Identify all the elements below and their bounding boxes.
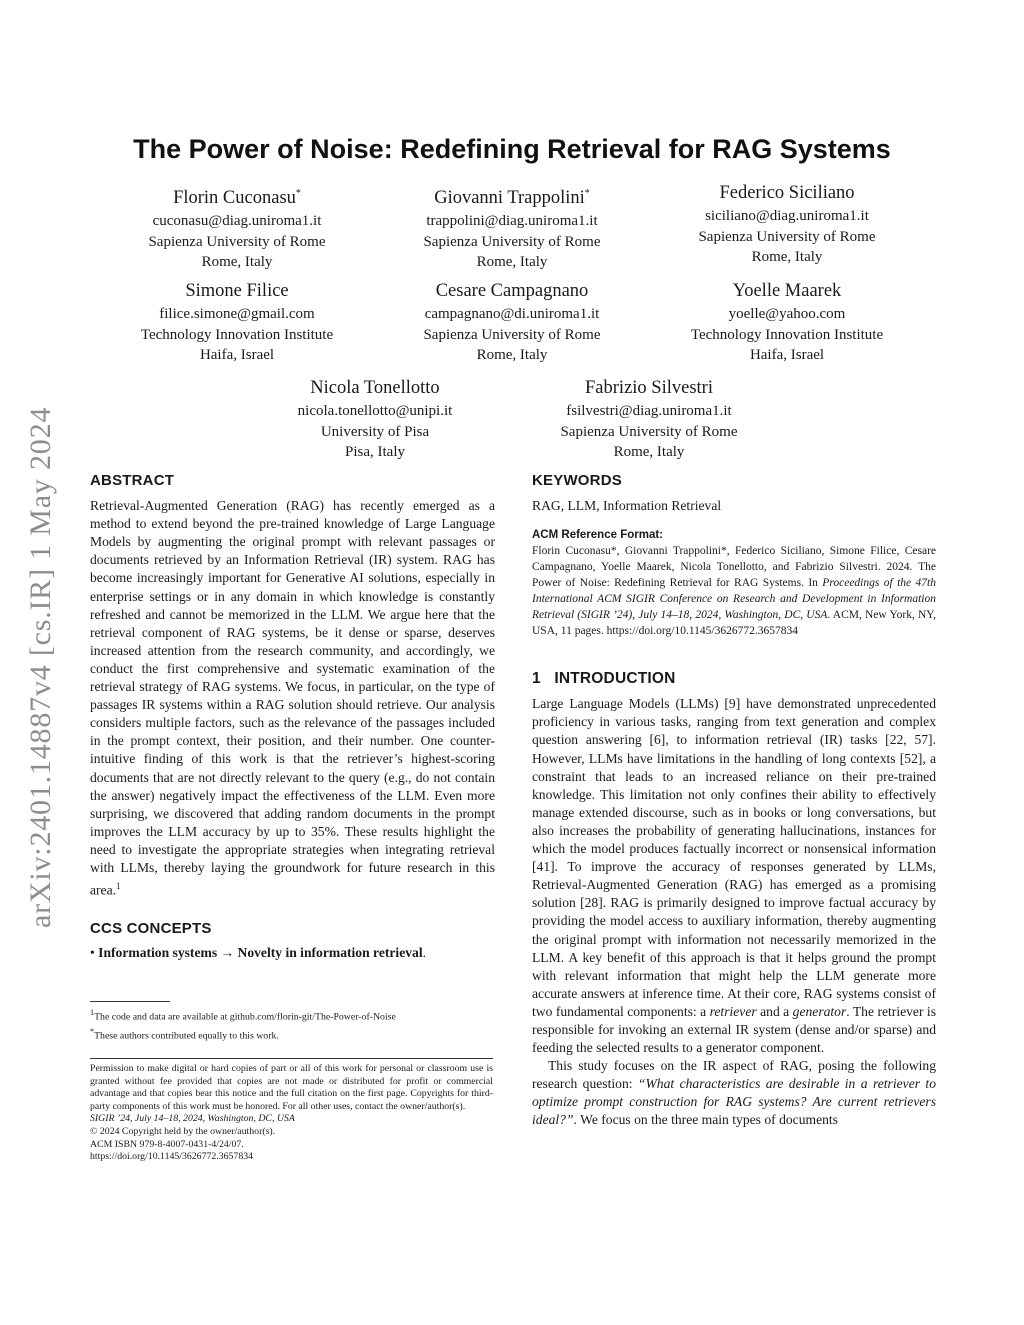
author-location: Pisa, Italy — [345, 444, 405, 460]
author-location: Rome, Italy — [751, 249, 823, 265]
acm-ref-text: Florin Cuconasu*, Giovanni Trappolini*, Federico Siciliano, Simone Filice, Cesare Campagnano, Yoelle Maarek, Nicola Tonellotto, and Fabrizio Silvestri. 2024. The Power of Noise: Redefining Retrieval for RAG Systems. In Proceedings of the 47th International ACM SIGIR Conference on Research and Development in Information Retrieval (SIGIR ’24), July 14–18, 2024, Washington, DC, USA. ACM, New York, NY, USA, 11 pages. https://doi.org/10.1145/3626772.3657834 — [532, 545, 936, 638]
author-name: Nicola Tonellotto — [310, 378, 440, 398]
arxiv-stamp: arXiv:2401.14887v4 [cs.IR] 1 May 2024 — [24, 406, 57, 928]
author-affiliation: Sapienza University of Rome — [423, 326, 601, 343]
author-location: Haifa, Israel — [749, 347, 825, 363]
author-affiliation: Sapienza University of Rome — [560, 423, 738, 440]
author-email[interactable]: trappolini@diag.uniroma1.it — [426, 213, 598, 230]
ccs-heading: CCS CONCEPTS — [90, 919, 212, 937]
acm-ref-heading: ACM Reference Format: — [532, 529, 663, 542]
author-affiliation: Technology Innovation Institute — [690, 326, 884, 343]
author-affiliation: Technology Innovation Institute — [140, 326, 334, 343]
author-location: Rome, Italy — [613, 444, 685, 460]
author-email[interactable]: filice.simone@gmail.com — [159, 306, 315, 322]
author-block — [107, 182, 367, 273]
footnote-item: *These authors contributed equally to this work. — [90, 1026, 279, 1042]
intro-heading: 1 INTRODUCTION — [532, 670, 676, 688]
author-email[interactable]: yoelle@yahoo.com — [728, 306, 846, 322]
left-column — [90, 472, 495, 962]
keywords-text: RAG, LLM, Information Retrieval — [532, 498, 722, 514]
author-block — [657, 280, 917, 366]
author-block — [382, 280, 642, 366]
venue: SIGIR ’24, July 14–18, 2024, Washington, DC, USA — [90, 1113, 295, 1125]
footnotes — [90, 1007, 495, 1043]
author-affiliation: Sapienza University of Rome — [423, 233, 601, 250]
author-name: Giovanni Trappolini* — [434, 188, 590, 209]
author-email[interactable]: nicola.tonellotto@unipi.it — [297, 403, 453, 419]
author-location: Rome, Italy — [201, 254, 273, 271]
intro-paragraph-2: This study focuses on the IR aspect of RAG, posing the following research question: “What characteristics are desirable in a retriever to optimize prompt construction for RAG systems? Are current retrievers ideal?”. We focus on the three main types of documents — [532, 1058, 936, 1128]
author-block — [245, 377, 505, 463]
copyright: © 2024 Copyright held by the owner/author(s). — [90, 1125, 276, 1137]
permission-rule — [90, 1058, 493, 1059]
ccs-concepts: • Information systems → Novelty in information retrieval. — [90, 944, 427, 960]
author-block — [107, 280, 367, 366]
abstract-heading: ABSTRACT — [90, 472, 175, 489]
author-name: Florin Cuconasu* — [173, 188, 301, 209]
author-name: Yoelle Maarek — [732, 281, 842, 301]
keywords-heading: KEYWORDS — [532, 472, 622, 489]
author-email[interactable]: campagnano@di.uniroma1.it — [424, 306, 600, 322]
paper-title: The Power of Noise: Redefining Retrieval for RAG Systems — [133, 134, 891, 164]
isbn: ACM ISBN 979-8-4007-0431-4/24/07. — [90, 1138, 244, 1150]
author-name: Federico Siciliano — [719, 183, 855, 203]
author-location: Rome, Italy — [476, 347, 548, 363]
footnote-item: $^1$The code and data are available at github.com/florin-git/The-Power-of-Noise — [90, 1008, 396, 1023]
author-affiliation: University of Pisa — [320, 423, 430, 440]
intro-paragraph-1: Large Language Models (LLMs) [9] have demonstrated unprecedented proficiency in various tasks, ranging from text generation and complex question answering [6], to information retrieval (IR) tasks [22, 57]. However, LLMs have limitations in the handling of long contexts [52], a constraint that leads to an increased reliance on their pre-trained knowledge. This limitation not only confines their ability to effectively manage extended discourse, such as in books or long conversations, but also increases the probability of generating hallucinations, instances for which the model produces factually incorrect or nonsensical information [41]. To improve the accuracy of responses generated by LLMs, Retrieval-Augmented Generation (RAG) has emerged as a promising solution [28]. RAG is primarily designed to improve factual accuracy by providing the model access to auxiliary information, thereby augmenting the original prompt with information not necessarily memorized in the LLM. A key benefit of this approach is that it helps ground the prompt with relevant information that might help the LLM generate more accurate answers at inference time. At their core, RAG systems consist of two fundamental components: a retriever and a generator. The retriever is responsible for invoking an external IR system (dense and/or sparse) and feeding the selected results to a generator component. — [532, 696, 936, 1056]
author-email[interactable]: cuconasu@diag.uniroma1.it — [152, 213, 322, 230]
author-block — [519, 377, 779, 463]
footnote-rule — [90, 1001, 170, 1002]
author-location: Haifa, Israel — [199, 347, 275, 363]
author-email[interactable]: fsilvestri@diag.uniroma1.it — [566, 403, 732, 419]
doi-link[interactable]: https://doi.org/10.1145/3626772.3657834 — [90, 1151, 254, 1163]
author-name: Fabrizio Silvestri — [585, 378, 713, 398]
author-name: Simone Filice — [185, 281, 289, 301]
author-block — [657, 182, 917, 268]
abstract-text: Retrieval-Augmented Generation (RAG) has recently emerged as a method to extend beyond the pre-trained knowledge of Large Language Models by augmenting the original prompt with relevant passages or documents retrieved by an Information Retrieval (IR) system. RAG has become increasingly important for Generative AI solutions, especially in enterprise settings or in any domain in which knowledge is constantly refreshed and cannot be memorized in the LLM. We argue here that the retrieval component of RAG systems, be it dense or sparse, deserves increased attention from the research community, and accordingly, we conduct the first comprehensive and systematic examination of the retrieval strategy of RAG systems. We focus, in particular, on the type of passages IR systems within a RAG solution should retrieve. Our analysis considers multiple factors, such as the relevance of the passages included in the prompt context, their position, and their number. One counter-intuitive finding of this work is that the retriever’s highest-scoring documents that are not directly relevant to the query (e.g., do not contain the answer) negatively impact the effectiveness of the LLM. Even more surprising, we discovered that adding random documents in the prompt improves the LLM accuracy by up to 35%. These results highlight the need to investigate the appropriate strategies when integrating retrieval with LLMs, thereby laying the groundwork for future research in this area.$^1$ — [90, 498, 495, 898]
author-affiliation: Sapienza University of Rome — [698, 228, 876, 245]
author-block — [382, 182, 642, 273]
author-location: Rome, Italy — [476, 254, 548, 271]
author-affiliation: Sapienza University of Rome — [148, 233, 326, 250]
permission-block — [90, 1063, 493, 1164]
right-column — [532, 472, 936, 1130]
author-email[interactable]: siciliano@diag.uniroma1.it — [705, 208, 869, 224]
permission-text: Permission to make digital or hard copies of part or all of this work for personal or classroom use is granted without fee provided that copies are not made or distributed for profit or commercial advantage and that copies bear this notice and the full citation on the first page. Copyrights for third-party components of this work must be honored. For all other uses, contact the owner/author(s). — [90, 1063, 493, 1112]
author-name: Cesare Campagnano — [435, 281, 589, 301]
